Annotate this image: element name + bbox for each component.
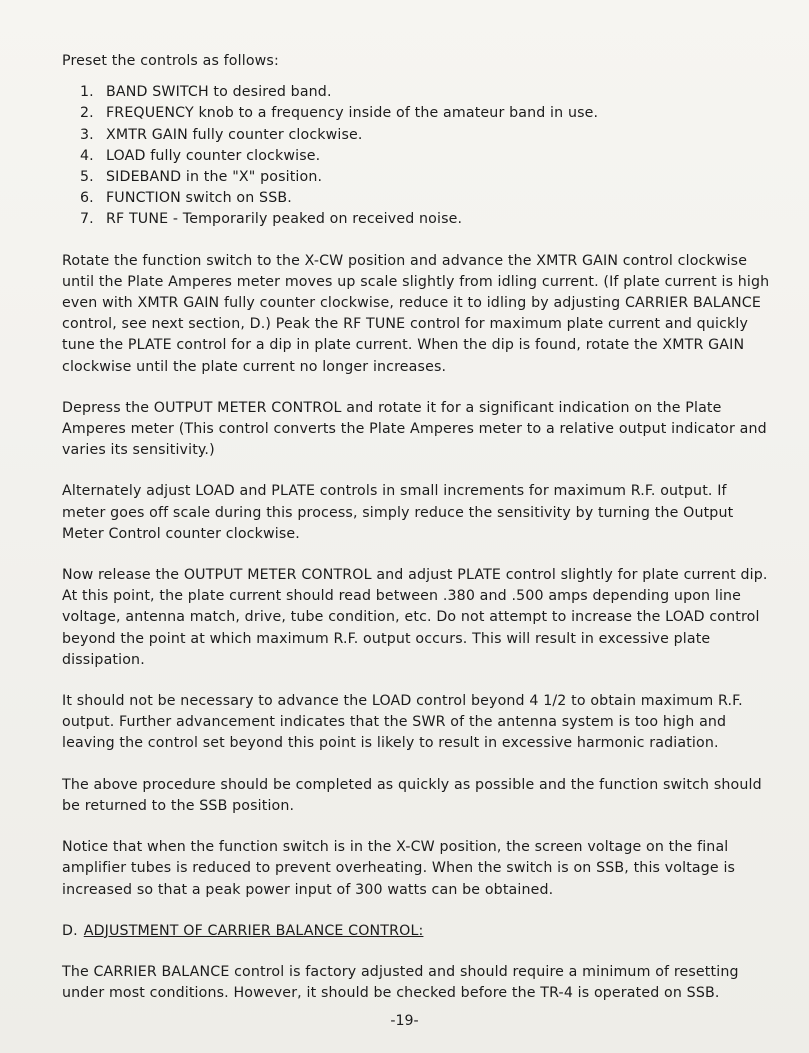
step-text: LOAD fully counter clockwise.: [106, 147, 321, 164]
paragraph-plate-dip: Now release the OUTPUT METER CONTROL and adjust PLATE control slightly for plate current dip. At this point, the plate current should read between .380 and .500 amps depending upon line voltage, antenna match, drive, tube condition, etc. Do not attempt to increase the LOAD control beyond the point at which maximum R.F. output occurs. This will result in excessive plate dissipation.: [62, 567, 768, 668]
paragraph-procedure-timing: The above procedure should be completed as quickly as possible and the function switch should be returned to the SSB position.: [62, 776, 762, 814]
section-body: The CARRIER BALANCE control is factory adjusted and should require a minimum of resetting under most conditions. However, it should be checked before the TR-4 is operated on SSB.: [62, 963, 739, 1002]
step-number: 3.: [80, 126, 94, 143]
step-number: 6.: [80, 190, 94, 207]
list-item: [80, 167, 770, 188]
step-number: 1.: [80, 84, 94, 101]
section-letter: D.: [62, 922, 78, 939]
step-text: XMTR GAIN fully counter clockwise.: [106, 126, 363, 143]
intro-text: Preset the controls as follows:: [62, 53, 279, 69]
step-text: BAND SWITCH to desired band.: [106, 84, 332, 101]
page-number: -19-: [390, 1013, 419, 1029]
list-item: [80, 146, 770, 167]
step-number: 7.: [80, 211, 94, 228]
step-text: SIDEBAND in the "X" position.: [106, 169, 323, 186]
step-number: 4.: [80, 147, 94, 164]
paragraph-load-limit: It should not be necessary to advance the LOAD control beyond 4 1/2 to obtain maximum R.F. output. Further advancement indicates that the SWR of the antenna system is too high and leaving the control set beyond this point is likely to result in excessive harmonic radiation.: [62, 693, 743, 752]
preset-steps-list: [62, 82, 770, 230]
list-item: [80, 103, 770, 124]
paragraph-load-plate: Alternately adjust LOAD and PLATE controls in small increments for maximum R.F. output. If meter goes off scale during this process, simply reduce the sensitivity by turning the Output Meter Control counter clockwise.: [62, 483, 734, 542]
step-text: RF TUNE - Temporarily peaked on received noise.: [106, 211, 463, 228]
list-item: [80, 82, 770, 103]
list-item: [80, 188, 770, 209]
section-heading: [62, 921, 770, 942]
paragraph-screen-voltage: Notice that when the function switch is in the X-CW position, the screen voltage on the final amplifier tubes is reduced to prevent overheating. When the switch is on SSB, this voltage is increased so that a peak power input of 300 watts can be obtained.: [62, 839, 736, 898]
list-item: [80, 209, 770, 230]
step-text: FUNCTION switch on SSB.: [106, 190, 292, 207]
paragraph-rotate-function: Rotate the function switch to the X-CW position and advance the XMTR GAIN control clockwise until the Plate Amperes meter moves up scale slightly from idling current. (If plate current is high even with XMTR GAIN fully counter clockwise, reduce it to idling by adjusting CARRIER BALANCE control, see next section, D.) Peak the RF TUNE control for maximum plate current and quickly tune the PLATE control for a dip in plate current. When the dip is found, rotate the XMTR GAIN clockwise until the plate current no longer increases.: [62, 252, 770, 375]
step-number: 5.: [80, 169, 94, 186]
paragraph-output-meter: Depress the OUTPUT METER CONTROL and rotate it for a significant indication on the Plate Amperes meter (This control converts the Plate Amperes meter to a relative output indicator and varies its sensitivity.): [62, 399, 767, 459]
step-text: FREQUENCY knob to a frequency inside of the amateur band in use.: [106, 105, 599, 122]
section-title: ADJUSTMENT OF CARRIER BALANCE CONTROL:: [83, 922, 424, 939]
step-number: 2.: [80, 105, 94, 122]
list-item: [80, 125, 770, 146]
page-body: [62, 51, 770, 1004]
